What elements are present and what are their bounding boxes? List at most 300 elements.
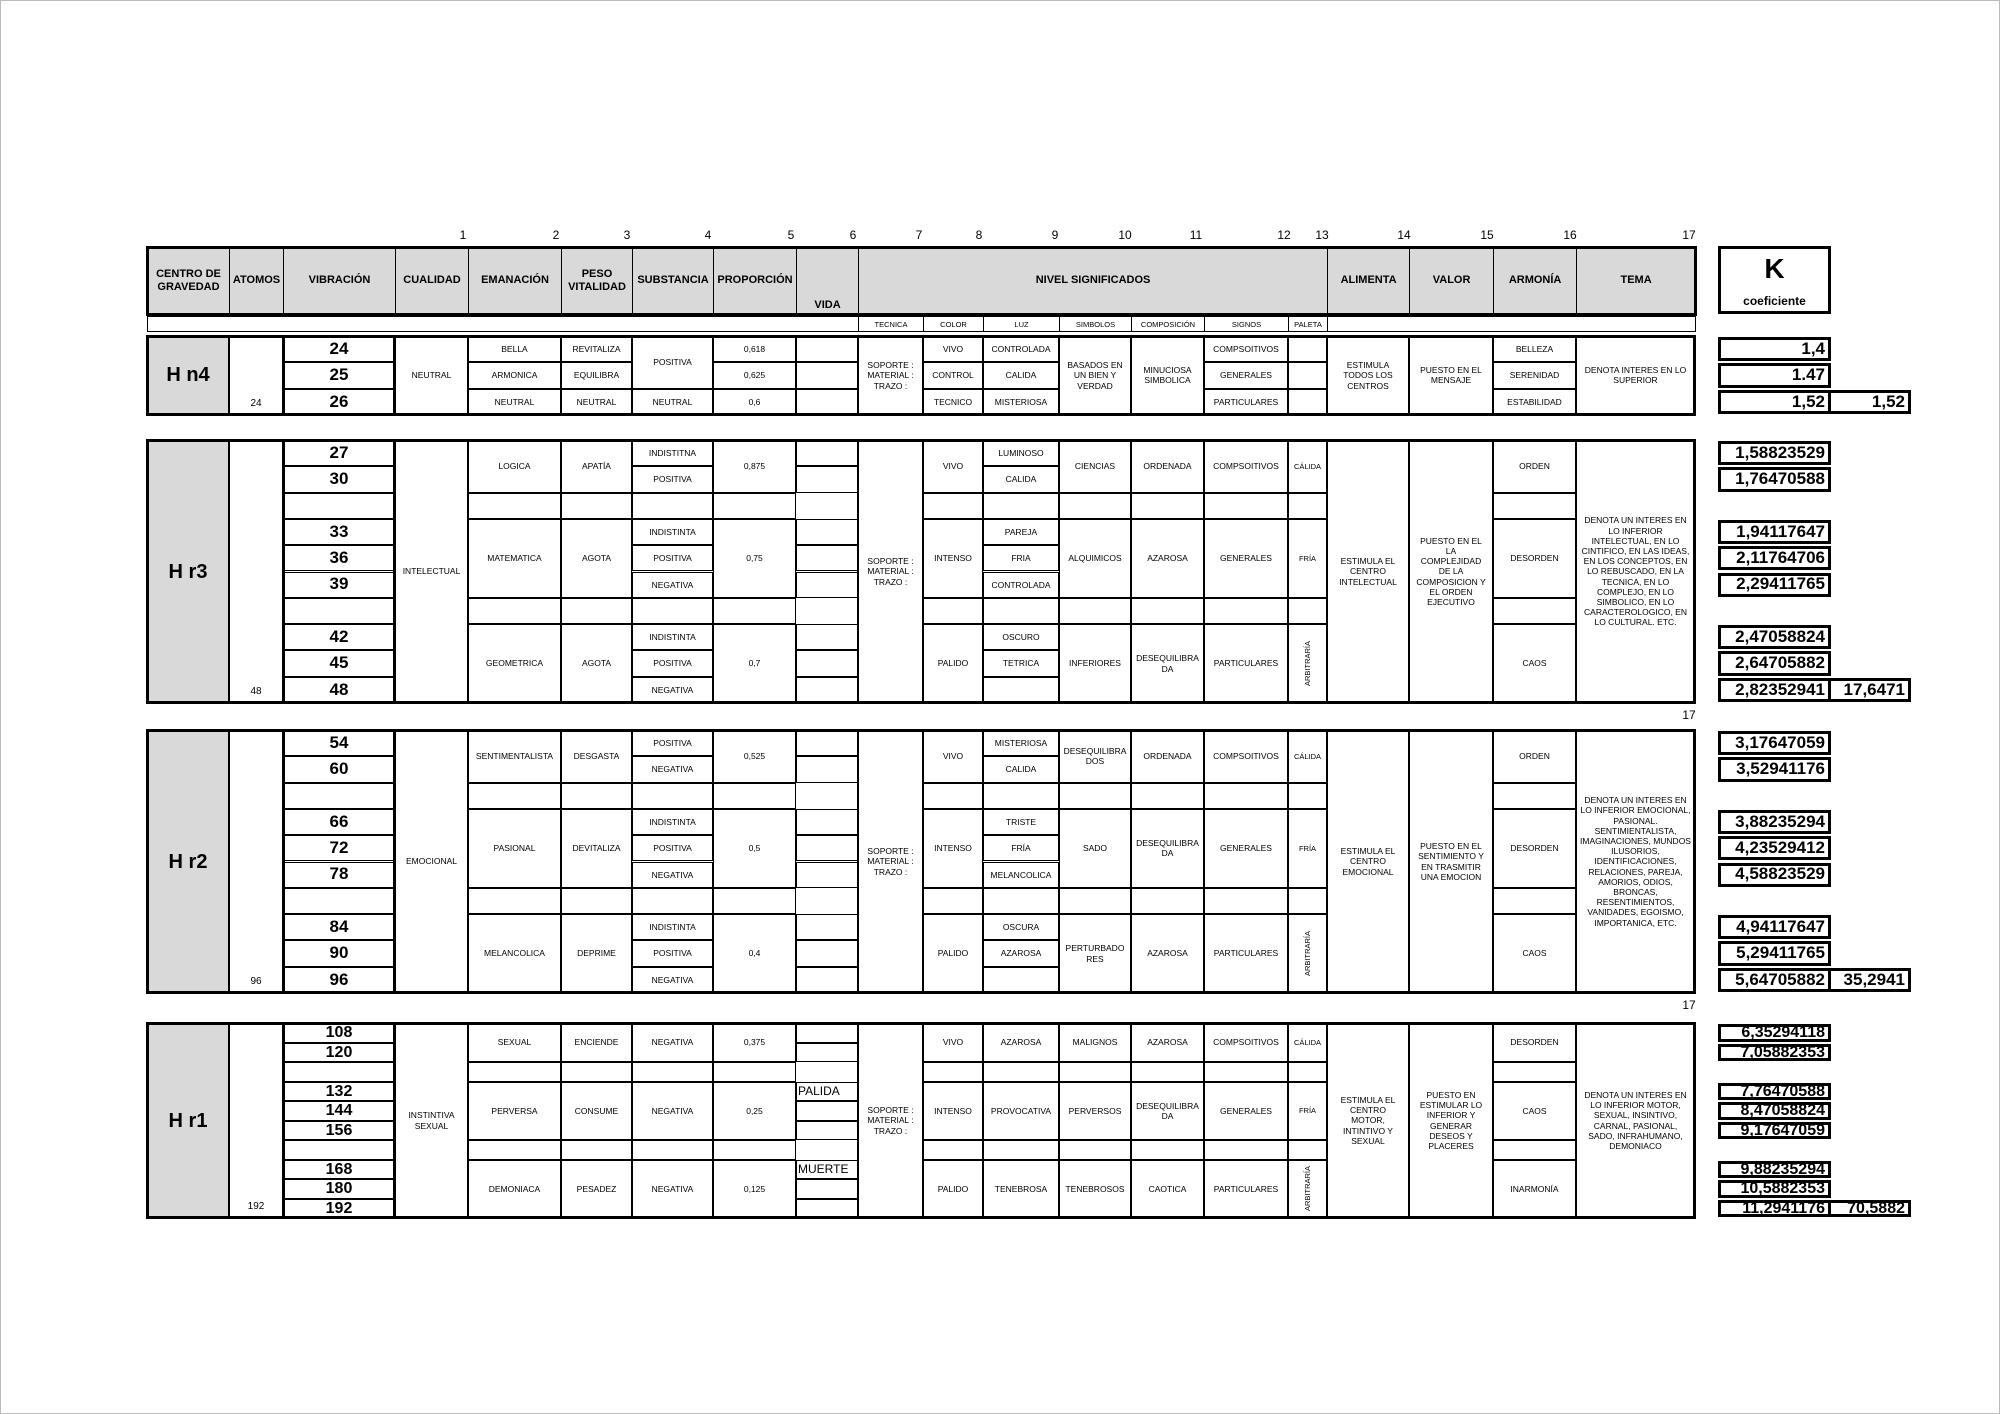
column-divider xyxy=(922,440,924,703)
simbolos-cell: INFERIORES xyxy=(1059,624,1131,703)
luz-cell: FRÍA xyxy=(983,835,1059,861)
signos-cell: GENERALES xyxy=(1204,519,1288,598)
vibration-value: 90 xyxy=(283,940,395,966)
peso-cell: APATÍA xyxy=(561,440,632,493)
composicion-cell: DESEQUILIBRA DA xyxy=(1131,624,1204,703)
composicion-cell: AZAROSA xyxy=(1131,519,1204,598)
vibration-value: 120 xyxy=(283,1043,395,1063)
header-armonia: ARMONÍA xyxy=(1508,274,1562,287)
cualidad-cell: NEUTRAL xyxy=(395,336,468,415)
alimenta-cell: ESTIMULA TODOS LOS CENTROS xyxy=(1327,336,1409,415)
k-coefficient: 2,64705882 xyxy=(1718,651,1831,675)
column-number: 11 xyxy=(1189,228,1203,242)
vibration-value: 27 xyxy=(283,440,395,466)
column-divider xyxy=(1575,336,1577,415)
luz-cell: MISTERIOSA xyxy=(983,730,1059,756)
k-coefficient: 4,94117647 xyxy=(1718,915,1831,939)
k-coefficient: 1,4 xyxy=(1718,337,1831,361)
tema-cell: DENOTA UN INTERES EN LO INFERIOR EMOCIONAL, PASIONAL. SENTIMIENTALISTA, IMAGINACIONES, MUNDOS ILUSORIOS, IDENTIFICACIONES, RELACIONES, PAREJA, AMORIOS, ODIOS, BRONCAS, RESENTIMIENTOS, VANIDADES, EGOISMO, IMPORTANICA, ETC. xyxy=(1576,730,1695,993)
luz-cell: CALIDA xyxy=(983,362,1059,388)
column-divider xyxy=(922,730,924,993)
column-divider xyxy=(1575,440,1577,703)
vibration-value: 84 xyxy=(283,914,395,940)
column-divider xyxy=(857,1023,859,1218)
emanacion-cell: DEMONIACA xyxy=(468,1160,561,1219)
simbolos-cell: PERTURBADO RES xyxy=(1059,914,1131,993)
substancia-cell: NEUTRAL xyxy=(632,389,713,415)
k-coefficient: 1,58823529 xyxy=(1718,441,1831,465)
composicion-cell: DESEQUILIBRA DA xyxy=(1131,1082,1204,1141)
k-coefficient: 3,88235294 xyxy=(1718,810,1831,834)
emanacion-cell: PERVERSA xyxy=(468,1082,561,1141)
header-peso: PESO VITALIDAD xyxy=(568,267,626,293)
k-coefficient: 3,52941176 xyxy=(1718,757,1831,781)
luz-cell: FRIA xyxy=(983,545,1059,571)
luz-cell: MELANCOLICA xyxy=(983,862,1059,888)
signos-cell: COMPSOITIVOS xyxy=(1204,440,1288,493)
subheader-color: COLOR xyxy=(940,319,967,329)
k-total: 17,6471 xyxy=(1828,678,1911,702)
k-coefficient: 8,47058824 xyxy=(1718,1102,1831,1120)
tecnica-cell: SOPORTE : MATERIAL : TRAZO : xyxy=(858,440,923,703)
composicion-cell: AZAROSA xyxy=(1131,1023,1204,1062)
composicion-cell: AZAROSA xyxy=(1131,914,1204,993)
atomos-value: 96 xyxy=(250,976,262,987)
emanacion-cell: BELLA xyxy=(468,336,561,362)
armonia-cell: DESORDEN xyxy=(1493,809,1576,888)
valor-cell: PUESTO EN EL LA COMPLEJIDAD DE LA COMPOSICION Y EL ORDEN EJECUTIVO xyxy=(1409,440,1493,703)
k-coefficient: 4,58823529 xyxy=(1718,863,1831,887)
emanacion-cell: SEXUAL xyxy=(468,1023,561,1062)
color-cell: PALIDO xyxy=(923,914,983,993)
substancia-value: NEGATIVA xyxy=(632,1160,713,1219)
vibration-value: 96 xyxy=(283,967,395,993)
header-frame xyxy=(146,246,1697,316)
paleta-vertical-text: ARBITRARÍA xyxy=(1303,1166,1312,1212)
column-divider xyxy=(1492,1023,1494,1218)
k-coefficient: 5,64705882 xyxy=(1718,968,1831,992)
luz-value: TENEBROSA xyxy=(983,1160,1059,1219)
section-seventeen: 17 xyxy=(1682,708,1696,722)
emanacion-cell: NEUTRAL xyxy=(468,389,561,415)
k-coefficient: 5,29411765 xyxy=(1718,941,1831,965)
column-divider xyxy=(857,336,859,415)
k-coefficient: 4,23529412 xyxy=(1718,836,1831,860)
header-tema: TEMA xyxy=(1620,274,1652,287)
column-divider xyxy=(1492,336,1494,415)
subheader-tecnica: TECNICA xyxy=(874,319,908,329)
column-number: 12 xyxy=(1277,228,1291,242)
luz-value: AZAROSA xyxy=(983,1023,1059,1062)
color-cell: INTENSO xyxy=(923,809,983,888)
armonia-cell: CAOS xyxy=(1493,1082,1576,1141)
simbolos-cell: ALQUIMICOS xyxy=(1059,519,1131,598)
luz-cell: PAREJA xyxy=(983,519,1059,545)
emanacion-cell: LOGICA xyxy=(468,440,561,493)
column-divider xyxy=(1575,730,1577,993)
color-cell: VIVO xyxy=(923,440,983,493)
subheader-simbolos: SIMBOLOS xyxy=(1075,319,1116,329)
cualidad-cell: INTELECTUAL xyxy=(395,440,468,703)
signos-cell: PARTICULARES xyxy=(1204,389,1288,415)
substancia-cell: NEGATIVA xyxy=(632,677,713,703)
proporcion-cell: 0,4 xyxy=(713,914,796,993)
luz-cell: OSCURA xyxy=(983,914,1059,940)
vibration-value: 180 xyxy=(283,1179,395,1199)
valor-cell: PUESTO EN EL SENTIMIENTO Y EN TRASMITIR UNA EMOCION xyxy=(1409,730,1493,993)
emanacion-cell: PASIONAL xyxy=(468,809,561,888)
peso-cell: EQUILIBRA xyxy=(561,362,632,388)
proporcion-cell: 0,6 xyxy=(713,389,796,415)
column-divider xyxy=(1326,336,1328,415)
k-coefficient: 1,94117647 xyxy=(1718,520,1831,544)
k-coefficient: 2,11764706 xyxy=(1718,546,1831,570)
atomos-value: 48 xyxy=(250,686,262,697)
k-coefficient: 1.47 xyxy=(1718,363,1831,387)
vibration-value: 45 xyxy=(283,650,395,676)
vida-value: PALIDA xyxy=(798,1084,840,1099)
column-divider xyxy=(857,730,859,993)
proporcion-cell: 0,75 xyxy=(713,519,796,598)
color-cell: VIVO xyxy=(923,336,983,362)
column-number: 5 xyxy=(787,228,795,242)
k-coefficient: 2,29411765 xyxy=(1718,573,1831,597)
tema-cell: DENOTA UN INTERES EN LO INFERIOR MOTOR, SEXUAL, INSINTIVO, CARNAL, PASIONAL, SADO, INFRAHUMANO, DEMONIACO xyxy=(1576,1023,1695,1218)
armonia-cell: BELLEZA xyxy=(1493,336,1576,362)
peso-cell: AGOTA xyxy=(561,519,632,598)
k-total: 35,2941 xyxy=(1828,968,1911,992)
tecnica-cell: SOPORTE : MATERIAL : TRAZO : xyxy=(858,336,923,415)
vibration-frame xyxy=(282,1022,396,1219)
vibration-value: 132 xyxy=(283,1082,395,1102)
k-coefficient: 2,47058824 xyxy=(1718,625,1831,649)
proporcion-cell: 0,625 xyxy=(713,362,796,388)
peso-cell: DEPRIME xyxy=(561,914,632,993)
substancia-cell: NEGATIVA xyxy=(632,756,713,782)
tecnica-cell: SOPORTE : MATERIAL : TRAZO : xyxy=(858,730,923,993)
color-cell: INTENSO xyxy=(923,1082,983,1141)
column-number: 14 xyxy=(1397,228,1411,242)
armonia-cell: INARMONÍA xyxy=(1493,1160,1576,1219)
column-divider xyxy=(922,1023,924,1218)
paleta-vertical-text: ARBITRARÍA xyxy=(1303,641,1312,687)
vibration-value: 66 xyxy=(283,809,395,835)
alimenta-cell: ESTIMULA EL CENTRO EMOCIONAL xyxy=(1327,730,1409,993)
luz-cell: OSCURO xyxy=(983,624,1059,650)
armonia-cell: SERENIDAD xyxy=(1493,362,1576,388)
color-cell: PALIDO xyxy=(923,1160,983,1219)
signos-cell: COMPSOITIVOS xyxy=(1204,730,1288,783)
armonia-cell: ORDEN xyxy=(1493,730,1576,783)
header-centro: CENTRO DE GRAVEDAD xyxy=(156,267,221,293)
substancia-cell: POSITIVA xyxy=(632,336,713,389)
vibration-value: 108 xyxy=(283,1023,395,1043)
header-valor: VALOR xyxy=(1432,274,1471,287)
luz-cell: AZAROSA xyxy=(983,940,1059,966)
signos-cell: GENERALES xyxy=(1204,362,1288,388)
substancia-cell: POSITIVA xyxy=(632,730,713,756)
paleta-cell: CÁLIDA xyxy=(1288,1023,1327,1062)
simbolos-cell: BASADOS EN UN BIEN Y VERDAD xyxy=(1059,336,1131,415)
substancia-cell: NEGATIVA xyxy=(632,862,713,888)
luz-value: PROVOCATIVA xyxy=(983,1082,1059,1141)
header-substancia: SUBSTANCIA xyxy=(637,274,709,287)
column-divider xyxy=(1492,730,1494,993)
column-number: 15 xyxy=(1480,228,1494,242)
substancia-cell: INDISTINTA xyxy=(632,624,713,650)
atomos-value: 24 xyxy=(250,397,262,409)
vibration-value: 25 xyxy=(283,362,395,388)
vibration-value: 42 xyxy=(283,624,395,650)
signos-cell: PARTICULARES xyxy=(1204,914,1288,993)
signos-cell: COMPSOITIVOS xyxy=(1204,336,1288,362)
header-vida-frame xyxy=(795,246,859,316)
k-total: 1,52 xyxy=(1828,390,1911,414)
column-number: 9 xyxy=(1051,228,1059,242)
section-seventeen: 17 xyxy=(1682,998,1696,1012)
k-coefficient: 7,76470588 xyxy=(1718,1083,1831,1101)
signos-cell: COMPSOITIVOS xyxy=(1204,1023,1288,1062)
column-number: 16 xyxy=(1563,228,1577,242)
column-divider xyxy=(1408,336,1410,415)
vibration-value: 39 xyxy=(283,572,395,598)
luz-cell: LUMINOSO xyxy=(983,440,1059,466)
composicion-cell: ORDENADA xyxy=(1131,730,1204,783)
luz-cell: TETRICA xyxy=(983,650,1059,676)
signos-cell: PARTICULARES xyxy=(1204,1160,1288,1219)
proporcion-cell: 0,25 xyxy=(713,1082,796,1141)
luz-cell: CONTROLADA xyxy=(983,336,1059,362)
peso-cell: AGOTA xyxy=(561,624,632,703)
substancia-cell: INDISTINTA xyxy=(632,519,713,545)
simbolos-cell: TENEBROSOS xyxy=(1059,1160,1131,1219)
emanacion-cell: ARMONICA xyxy=(468,362,561,388)
cualidad-cell: EMOCIONAL xyxy=(395,730,468,993)
section-name: H n4 xyxy=(147,336,229,415)
column-divider xyxy=(1492,440,1494,703)
proporcion-cell: 0,5 xyxy=(713,809,796,888)
subheader-paleta: PALETA xyxy=(1294,319,1322,329)
paleta-cell: CÁLIDA xyxy=(1288,440,1327,493)
proporcion-cell: 0,525 xyxy=(713,730,796,783)
column-number: 2 xyxy=(552,228,560,242)
simbolos-cell: PERVERSOS xyxy=(1059,1082,1131,1141)
k-coefficient: 7,05882353 xyxy=(1718,1044,1831,1062)
substancia-cell: NEGATIVA xyxy=(632,967,713,993)
composicion-cell: ORDENADA xyxy=(1131,440,1204,493)
armonia-cell: ORDEN xyxy=(1493,440,1576,493)
header-vibracion: VIBRACIÓN xyxy=(308,274,371,287)
column-divider xyxy=(1326,1023,1328,1218)
composicion-cell: CAOTICA xyxy=(1131,1160,1204,1219)
peso-cell: ENCIENDE xyxy=(561,1023,632,1062)
header-nivel: NIVEL SIGNIFICADOS xyxy=(1035,274,1151,287)
vida-value: MUERTE xyxy=(798,1162,849,1177)
luz-cell: CALIDA xyxy=(983,756,1059,782)
vibration-value: 192 xyxy=(283,1199,395,1219)
column-divider xyxy=(1408,440,1410,703)
header-alimenta: ALIMENTA xyxy=(1340,274,1397,287)
k-total: 70,5882 xyxy=(1828,1200,1911,1218)
substancia-cell: POSITIVA xyxy=(632,835,713,861)
vibration-value: 144 xyxy=(283,1101,395,1121)
vibration-value: 54 xyxy=(283,730,395,756)
luz-cell: MISTERIOSA xyxy=(983,389,1059,415)
substancia-cell: POSITIVA xyxy=(632,466,713,492)
peso-cell: DESGASTA xyxy=(561,730,632,783)
substancia-value: NEGATIVA xyxy=(632,1023,713,1062)
color-cell: CONTROL xyxy=(923,362,983,388)
luz-cell: TRISTE xyxy=(983,809,1059,835)
subheader-table xyxy=(147,316,1696,332)
alimenta-cell: ESTIMULA EL CENTRO MOTOR, INTINTIVO Y SEXUAL xyxy=(1327,1023,1409,1218)
color-cell: INTENSO xyxy=(923,519,983,598)
subheader-luz: LUZ xyxy=(1014,319,1029,329)
section-name: H r3 xyxy=(147,440,229,703)
vibration-frame xyxy=(282,439,396,704)
color-cell: VIVO xyxy=(923,730,983,783)
k-coefficient: 1,52 xyxy=(1718,390,1831,414)
vibration-value: 26 xyxy=(283,389,395,415)
substancia-cell: INDISTINTA xyxy=(632,809,713,835)
tema-cell: DENOTA INTERES EN LO SUPERIOR xyxy=(1576,336,1695,415)
column-divider xyxy=(1326,730,1328,993)
paleta-cell: FRÍA xyxy=(1288,519,1327,598)
armonia-cell: CAOS xyxy=(1493,624,1576,703)
composicion-cell: MINUCIOSA SIMBOLICA xyxy=(1131,336,1204,415)
k-label: K xyxy=(1764,253,1785,284)
tema-cell: DENOTA UN INTERES EN LO INFERIOR INTELECTUAL, EN LO CINTIFICO, EN LAS IDEAS, EN LOS CONCEPTOS, EN LO REBUSCADO, EN LA TECNICA, EN LO COMPLEJO, EN LO SIMBOLICO, EN LO CARACTEROLOGICO, EN LO CULTURAL. ETC. xyxy=(1576,440,1695,703)
substancia-value: NEGATIVA xyxy=(632,1082,713,1141)
vibration-value: 78 xyxy=(283,862,395,888)
vibration-value: 72 xyxy=(283,835,395,861)
peso-cell: REVITALIZA xyxy=(561,336,632,362)
color-cell: TECNICO xyxy=(923,389,983,415)
substancia-cell: POSITIVA xyxy=(632,940,713,966)
vibration-value: 48 xyxy=(283,677,395,703)
peso-cell: PESADEZ xyxy=(561,1160,632,1219)
substancia-cell: INDISTINTA xyxy=(632,914,713,940)
vibration-value: 33 xyxy=(283,519,395,545)
simbolos-cell: CIENCIAS xyxy=(1059,440,1131,493)
armonia-cell: DESORDEN xyxy=(1493,1023,1576,1062)
column-number: 17 xyxy=(1682,228,1696,242)
emanacion-cell: GEOMETRICA xyxy=(468,624,561,703)
column-divider xyxy=(922,336,924,415)
peso-cell: CONSUME xyxy=(561,1082,632,1141)
column-number: 8 xyxy=(975,228,983,242)
k-coefficient: 6,35294118 xyxy=(1718,1024,1831,1042)
armonia-cell: CAOS xyxy=(1493,914,1576,993)
peso-cell: DEVITALIZA xyxy=(561,809,632,888)
section-name: H r1 xyxy=(147,1023,229,1218)
valor-cell: PUESTO EN ESTIMULAR LO INFERIOR Y GENERAR DESEOS Y PLACERES xyxy=(1409,1023,1493,1218)
k-coefficient: 3,17647059 xyxy=(1718,731,1831,755)
subheader-composicion: COMPOSICIÓN xyxy=(1140,319,1196,329)
k-coefficient: 9,17647059 xyxy=(1718,1122,1831,1140)
simbolos-cell: MALIGNOS xyxy=(1059,1023,1131,1062)
column-number: 6 xyxy=(849,228,857,242)
proporcion-cell: 0,618 xyxy=(713,336,796,362)
armonia-cell: DESORDEN xyxy=(1493,519,1576,598)
section-name: H r2 xyxy=(147,730,229,993)
alimenta-cell: ESTIMULA EL CENTRO INTELECTUAL xyxy=(1327,440,1409,703)
column-number: 3 xyxy=(623,228,631,242)
header-atomos: ATOMOS xyxy=(232,274,281,287)
proporcion-cell: 0,7 xyxy=(713,624,796,703)
column-divider xyxy=(1575,1023,1577,1218)
k-coefficient: 11,2941176 xyxy=(1718,1200,1831,1218)
armonia-cell: ESTABILIDAD xyxy=(1493,389,1576,415)
column-number: 13 xyxy=(1315,228,1329,242)
paleta-cell: FRÍA xyxy=(1288,809,1327,888)
cualidad-cell: INSTINTIVA SEXUAL xyxy=(395,1023,468,1218)
vibration-value: 168 xyxy=(283,1160,395,1180)
composicion-cell: DESEQUILIBRA DA xyxy=(1131,809,1204,888)
header-cualidad: CUALIDAD xyxy=(403,274,461,287)
signos-cell: GENERALES xyxy=(1204,1082,1288,1141)
signos-cell: PARTICULARES xyxy=(1204,624,1288,703)
paleta-cell: FRÍA xyxy=(1288,1082,1327,1141)
substancia-cell: NEGATIVA xyxy=(632,572,713,598)
signos-cell: GENERALES xyxy=(1204,809,1288,888)
k-header-box xyxy=(1718,246,1831,314)
k-coef-label: coeficiente xyxy=(1743,294,1806,308)
column-number: 1 xyxy=(459,228,467,242)
simbolos-cell: DESEQUILIBRA DOS xyxy=(1059,730,1131,783)
color-cell: VIVO xyxy=(923,1023,983,1062)
vibration-value: 156 xyxy=(283,1121,395,1141)
header-proporcion: PROPORCIÓN xyxy=(717,274,793,287)
substancia-cell: POSITIVA xyxy=(632,650,713,676)
k-coefficient: 1,76470588 xyxy=(1718,467,1831,491)
emanacion-cell: MELANCOLICA xyxy=(468,914,561,993)
valor-cell: PUESTO EN EL MENSAJE xyxy=(1409,336,1493,415)
k-coefficient: 9,88235294 xyxy=(1718,1161,1831,1179)
vibration-value: 24 xyxy=(283,336,395,362)
subheader-signos: SIGNOS xyxy=(1231,319,1262,329)
color-cell: PALIDO xyxy=(923,624,983,703)
atomos-value: 192 xyxy=(247,1201,265,1212)
luz-cell: CALIDA xyxy=(983,466,1059,492)
peso-cell: NEUTRAL xyxy=(561,389,632,415)
paleta-vertical-text: ARBITRARÍA xyxy=(1303,931,1312,977)
header-vida: VIDA xyxy=(814,298,841,311)
simbolos-cell: SADO xyxy=(1059,809,1131,888)
luz-cell: CONTROLADA xyxy=(983,572,1059,598)
substancia-cell: INDISTITNA xyxy=(632,440,713,466)
column-number: 4 xyxy=(704,228,712,242)
tecnica-cell: SOPORTE : MATERIAL : TRAZO : xyxy=(858,1023,923,1218)
proporcion-cell: 0,875 xyxy=(713,440,796,493)
column-number: 10 xyxy=(1118,228,1132,242)
header-emanacion: EMANACIÓN xyxy=(481,274,549,287)
column-divider xyxy=(857,440,859,703)
column-divider xyxy=(1326,440,1328,703)
vibration-frame xyxy=(282,729,396,994)
proporcion-cell: 0,375 xyxy=(713,1023,796,1062)
column-divider xyxy=(1408,730,1410,993)
vibration-value: 36 xyxy=(283,545,395,571)
vibration-value: 60 xyxy=(283,756,395,782)
column-number: 7 xyxy=(915,228,923,242)
substancia-cell: POSITIVA xyxy=(632,545,713,571)
emanacion-cell: MATEMATICA xyxy=(468,519,561,598)
column-divider xyxy=(1408,1023,1410,1218)
proporcion-cell: 0,125 xyxy=(713,1160,796,1219)
vibration-frame xyxy=(282,335,396,416)
emanacion-cell: SENTIMENTALISTA xyxy=(468,730,561,783)
